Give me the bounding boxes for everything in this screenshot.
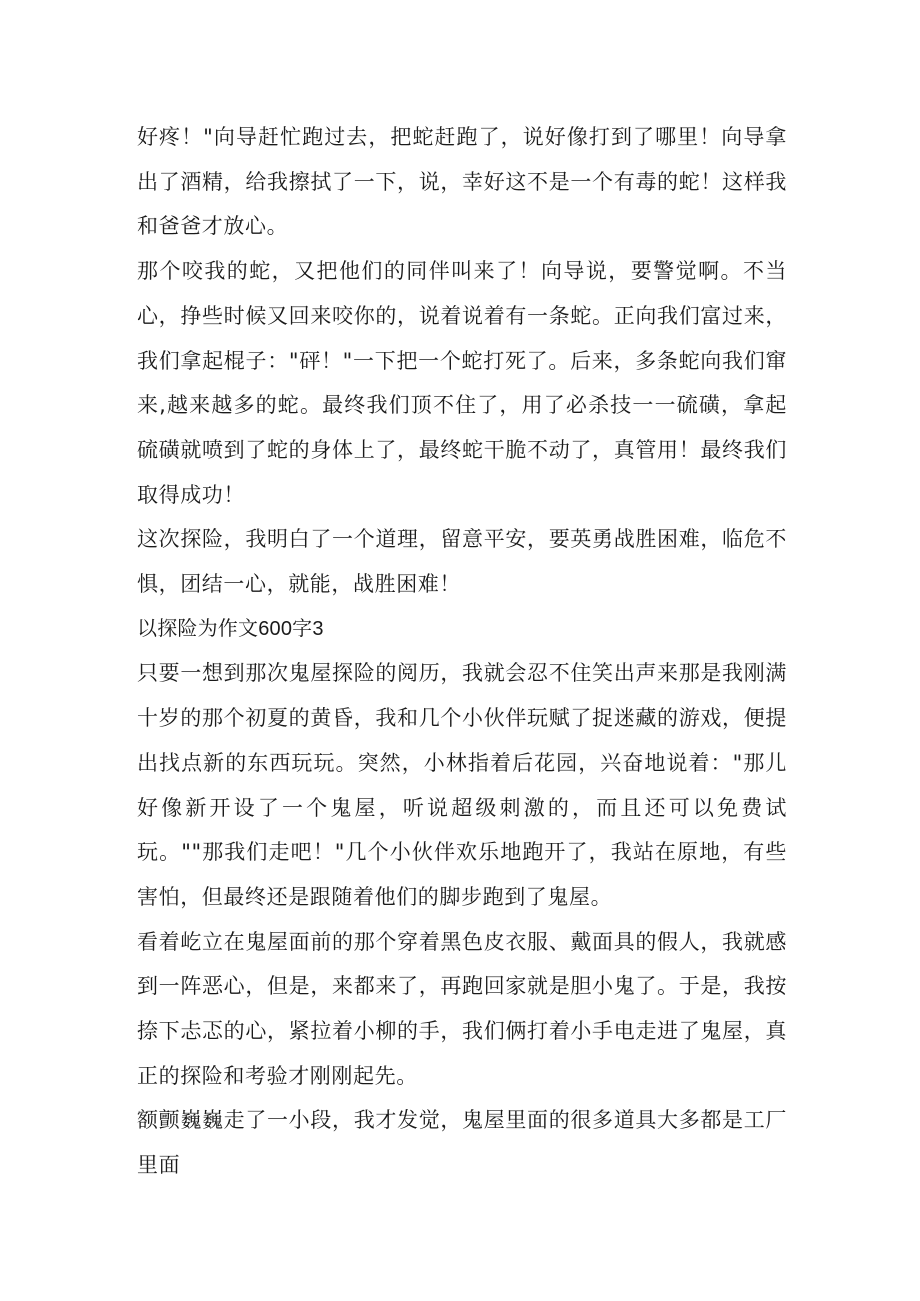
document-body [137, 115, 787, 1188]
paragraph-5: 看着屹立在鬼屋面前的那个穿着黑色皮衣服、戴面具的假人，我就感到一阵恶心，但是，来都来了，再跑回家就是胆小鬼了。于是，我按捺下忐忑的心，紧拉着小柳的手，我们俩打着小手电走进了鬼屋，真正的探险和考验才刚刚起先。 [137, 929, 787, 1088]
paragraph-3: 这次探险，我明白了一个道理，留意平安，要英勇战胜困难，临危不惧，团结一心，就能，战胜困难！ [137, 527, 787, 597]
paragraph-2: 那个咬我的蛇，又把他们的同伴叫来了！向导说，要警觉啊。不当心，挣些时候又回来咬你的，说着说着有一条蛇。正向我们富过来，我们拿起棍子："砰！"一下把一个蛇打死了。后来，多条蛇向我们窜来,越来越多的蛇。最终我们顶不住了，用了必杀技一一硫磺，拿起硫磺就喷到了蛇的身体上了，最终蛇干脆不动了，真管用！最终我们取得成功！ [137, 259, 787, 507]
paragraph-6: 额颤巍巍走了一小段，我才发觉，鬼屋里面的很多道具大多都是工厂里面 [137, 1108, 787, 1178]
paragraph-1: 好疼！"向导赶忙跑过去，把蛇赶跑了，说好像打到了哪里！向导拿出了酒精，给我擦拭了一下，说，幸好这不是一个有毒的蛇！这样我和爸爸才放心。 [137, 125, 787, 239]
section-heading: 以探险为作文600字3 [137, 617, 324, 640]
paragraph-4: 只要一想到那次鬼屋探险的阅历，我就会忍不住笑出声来那是我刚满十岁的那个初夏的黄昏，我和几个小伙伴玩赋了捉迷藏的游戏，便提出找点新的东西玩玩。突然，小林指着后花园，兴奋地说着："那儿好像新开设了一个鬼屋，听说超级刺激的，而且还可以免费试玩。""那我们走吧！"几个小伙伴欢乐地跑开了，我站在原地，有些害怕，但最终还是跟随着他们的脚步跑到了鬼屋。 [137, 661, 787, 909]
